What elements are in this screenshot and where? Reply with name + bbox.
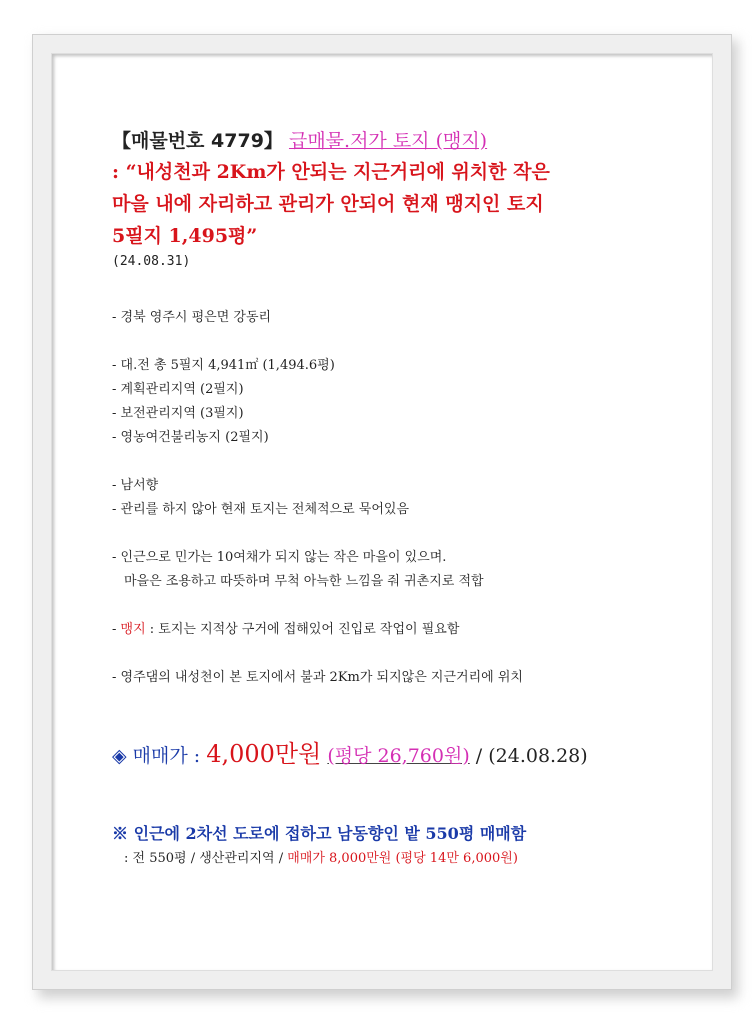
listing-headline: 급매물.저가 토지 (맹지) [288,130,488,152]
feature-item: - 관리를 하지 않아 현재 토지는 전체적으로 묵어있음 [112,502,410,517]
land-item: - 영농여건불리농지 (2필지) [112,430,269,445]
location-text: - 경북 영주시 평은면 강동리 [112,310,272,325]
listing-title [112,126,672,156]
listing-content [112,126,672,870]
nearby-headline: ※ 인근에 2차선 도로에 접하고 남동향인 밭 550평 매매함 [112,824,527,843]
price-prefix: ◈ 매매가 : [112,745,207,767]
quote-line-1: : “내성천과 2Km가 안되는 지근거리에 위치한 작은 [112,161,550,183]
land-item: - 대.전 총 5필지 4,941㎡ (1,494.6평) [112,358,335,373]
price-amount: 4,000만원 [206,740,322,768]
mengji-label: 맹지 [120,622,146,637]
mengji-dash: - [112,622,121,637]
nearby-sub-prefix: : 전 550평 / 생산관리지역 / [124,851,288,866]
post-date: (24.08.31) [112,254,191,269]
mengji-note [112,618,672,642]
nearby-sub-price: 매매가 8,000만원 (평당 14만 6,000원) [287,851,518,866]
price-line [112,738,672,772]
land-item: - 보전관리지역 (3필지) [112,406,244,421]
nearby-sub [112,848,672,870]
land-item: - 계획관리지역 (2필지) [112,382,244,397]
village-line-1: - 인근으로 민가는 10여채가 되지 않는 작은 마을이 있으며. [112,550,447,565]
quote-line-3: 5필지 1,495평” [112,225,258,247]
quote-line-2: 마을 내에 자리하고 관리가 안되어 현재 맹지인 토지 [112,193,544,215]
listing-number: 【매물번호 4779】 [112,130,283,152]
village-line-2: 마을은 조용하고 따뜻하며 무척 아늑한 느낌을 줘 귀촌지로 적합 [124,574,484,589]
distance-note: - 영주댐의 내성천이 본 토지에서 불과 2Km가 되지않은 지근거리에 위치 [112,670,523,685]
feature-item: - 남서향 [112,478,159,493]
mengji-text: : 토지는 지적상 구거에 접해있어 진입로 작업이 필요함 [145,622,460,637]
price-per-pyeong: (평당 26,760원) [327,745,470,767]
price-date: / (24.08.28) [469,745,588,767]
